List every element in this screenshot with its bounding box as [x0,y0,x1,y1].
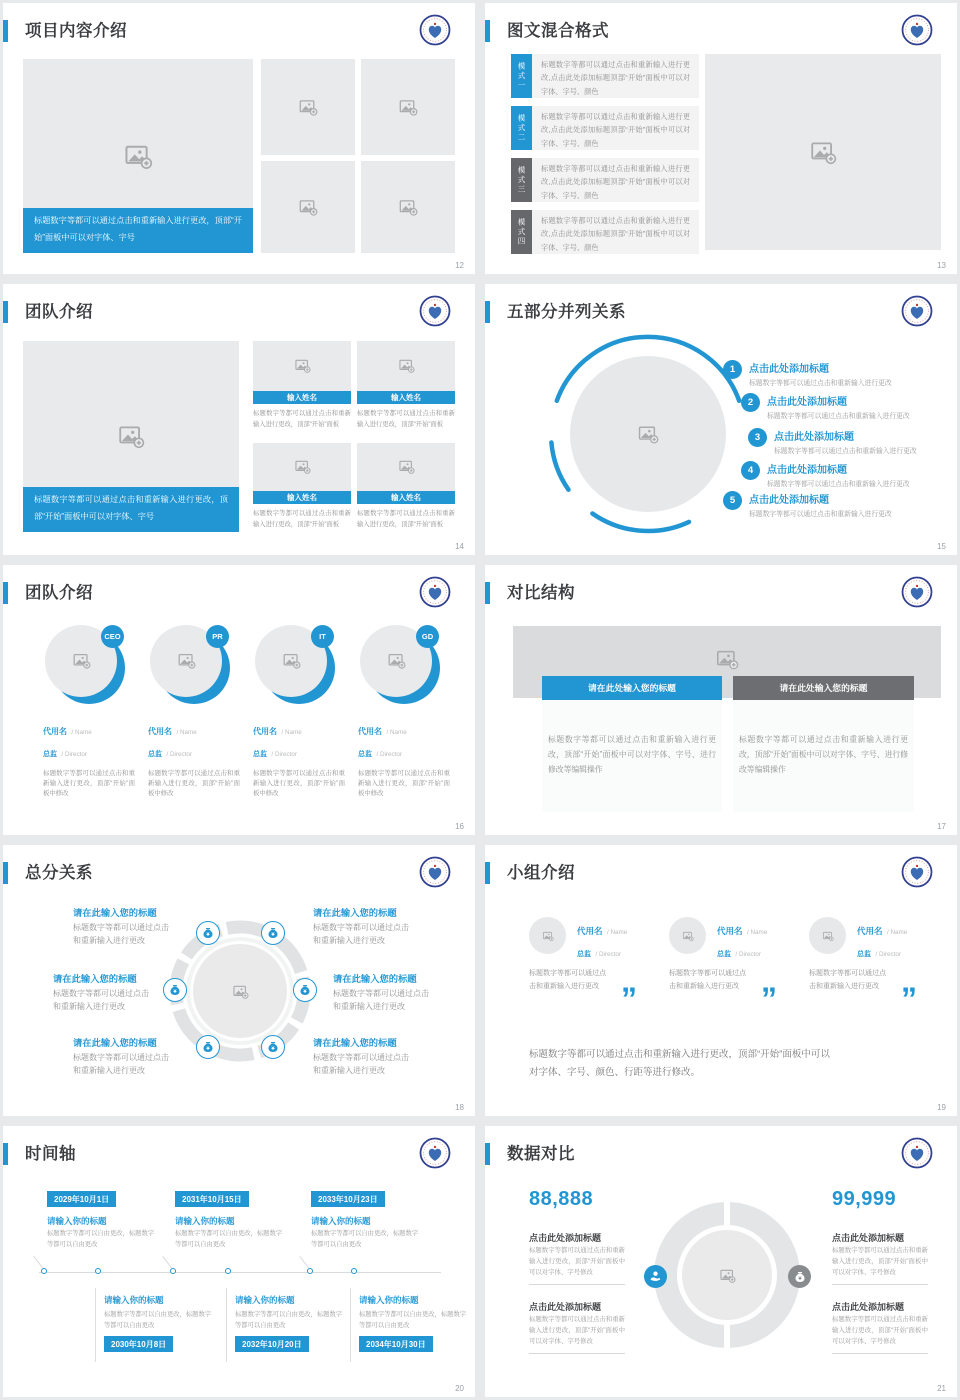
image-placeholder-large [23,341,239,532]
page-number: 21 [937,1383,946,1393]
image-placeholder [677,1225,777,1325]
money-bag-glyph [267,927,279,939]
slide-title: 项目内容介绍 [25,22,127,40]
member-role: 总监 [253,750,267,758]
event-desc: 标题数字等都可以自由更改，标题数字等都可以自由更改 [235,1311,343,1330]
date-badge: 2031年10月15日 [175,1191,249,1207]
event-heading: 请输入你的标题 [311,1216,371,1227]
member-card [357,341,455,431]
divider [832,1284,928,1285]
avatar-placeholder [669,917,706,954]
item-heading: 点击此处添加标题 [774,431,854,443]
stat-desc: 标题数字等都可以通过点击和重新输入进行更改，顶部“开始”面板中可以对字体、字号修改 [529,1247,625,1276]
svg-text:¥: ¥ [303,990,307,996]
divider [529,1353,625,1354]
item-desc: 标题数字等都可以通过点击和重新输入进行更改 [53,989,149,1012]
school-seal-logo-icon [901,576,933,608]
slide-title: 五部分并列关系 [507,302,626,321]
slide-title: 时间轴 [25,1145,76,1164]
footer-text: 标题数字等都可以通过点击和重新输入进行更改，顶部“开始”面板中可以对字体、字号、颜色、行距等进行修改。 [529,1049,830,1078]
title-accent-bar [3,20,8,42]
member-name-en: / Name [176,728,197,736]
member-name-en: / Name [606,929,628,937]
school-seal-logo-icon [419,14,451,46]
page-number: 17 [937,822,946,832]
timeline-dot [41,1268,47,1274]
member-role: 总监 [358,750,372,758]
school-seal-logo-icon [419,856,451,888]
quote-icon: ” [621,981,637,1018]
image-placeholder-tile [261,161,355,253]
member-role: 总监 [148,750,162,758]
slide-title: 对比结构 [507,583,575,602]
image-placeholder-icon [117,422,145,450]
title-accent-bar [3,1143,8,1165]
member-name-en: / Name [386,728,407,736]
image-placeholder-icon [715,647,739,671]
member-desc: 标题数字等都可以通过点击和重新输入进行更改 [529,970,606,991]
divider [529,1284,625,1285]
quote-icon: ” [901,981,917,1018]
number-badge: 3 [748,428,767,447]
stat-desc: 标题数字等都可以通过点击和重新输入进行更改，顶部“开始”面板中可以对字体、字号修改 [832,1247,928,1276]
image-placeholder-icon [294,357,311,374]
slide-title: 总分关系 [25,864,93,883]
money-bag-icon [788,1265,811,1288]
event-heading: 请输入你的标题 [104,1295,164,1306]
slide-21[interactable] [485,1126,957,1397]
school-seal-logo-icon [901,14,933,46]
stat-heading: 点击此处添加标题 [529,1233,602,1244]
member-name-block [577,921,627,961]
image-placeholder-icon [822,930,834,942]
name-bar: 输入姓名 [357,391,455,404]
member-name: 代用名 [253,726,277,736]
connector-line [33,1256,43,1268]
item-desc: 标题数字等都可以通过点击和重新输入进行更改 [313,923,409,946]
image-placeholder-icon [387,651,406,670]
slide-12[interactable] [3,3,475,274]
mode-row [511,210,699,254]
avatar-placeholder [809,917,846,954]
role-badge: GD [416,625,439,648]
member-desc: 标题数字等都可以通过点击和重新输入进行更改，顶部“开始”面板中修改 [148,769,240,797]
split-circle-diagram [654,1202,800,1348]
name-bar: 输入姓名 [253,391,351,404]
slide-title: 数据对比 [507,1145,575,1164]
money-bag-glyph [202,1041,214,1053]
member-role: 总监 [717,951,731,959]
image-placeholder-tile [361,59,455,155]
svg-text:¥: ¥ [271,933,275,939]
petal-item [313,905,413,948]
connector-line [162,1256,172,1268]
divider [832,1353,928,1354]
event-desc: 标题数字等都可以自由更改，标题数字等都可以自由更改 [47,1230,155,1249]
item-desc: 标题数字等都可以通过点击和重新输入进行更改 [749,379,892,387]
stat-desc: 标题数字等都可以通过点击和重新输入进行更改，顶部“开始”面板中可以对字体、字号修改 [529,1316,625,1345]
mode-row [511,54,699,98]
image-placeholder-icon [123,141,153,171]
image-placeholder-icon [719,1267,736,1284]
image-placeholder-icon [232,983,249,1000]
number-badge: 5 [723,491,742,510]
numbered-item [748,428,917,455]
stat-desc: 标题数字等都可以通过点击和重新输入进行更改，顶部“开始”面板中可以对字体、字号修改 [832,1316,928,1345]
event-heading: 请输入你的标题 [175,1216,235,1227]
stat-value: 99,999 [832,1188,897,1211]
date-badge: 2032年10月20日 [235,1336,309,1352]
date-badge: 2034年10月30日 [359,1336,433,1352]
member-name-en: / Name [746,929,768,937]
numbered-item [741,461,910,488]
title-accent-bar [3,582,8,604]
item-heading: 请在此输入您的标题 [313,908,397,919]
svg-text:¥: ¥ [206,1047,210,1053]
image-placeholder-icon [398,357,415,374]
card-text: 标题数字等都可以通过点击和重新输入进行更改，顶部“开始”面板 [357,409,455,429]
item-desc: 标题数字等都可以通过点击和重新输入进行更改 [73,923,169,946]
svg-text:¥: ¥ [173,990,177,996]
timeline-bottom-event [95,1288,212,1362]
event-desc: 标题数字等都可以自由更改，标题数字等都可以自由更改 [311,1230,419,1249]
image-placeholder-tile [261,59,355,155]
mode-text: 标题数字等都可以通过点击和重新输入进行更改,点击此处添加标题顶部“开始”面板中可以对字体、字号、颜色 [532,106,699,150]
event-heading: 请输入你的标题 [47,1216,107,1227]
caption-box: 标题数字等都可以通过点击和重新输入进行更改，顶部“开始”面板中可以对字体、字号 [23,487,239,532]
image-placeholder-icon [72,651,91,670]
school-seal-logo-icon [901,295,933,327]
card-text: 标题数字等都可以通过点击和重新输入进行更改，顶部“开始”面板 [253,509,351,529]
member-name: 代用名 [717,926,743,937]
member-name-en: / Name [886,929,908,937]
image-placeholder-large [23,59,253,253]
image-placeholder-icon [637,423,659,445]
member-role-en: / Director [735,951,761,959]
petal-item [313,1035,413,1078]
event-heading: 请输入你的标题 [235,1295,295,1306]
slide-title: 团队介绍 [25,302,93,321]
image-placeholder [357,341,455,391]
image-placeholder-icon [809,138,837,166]
timeline-dot [170,1268,176,1274]
stat-heading: 点击此处添加标题 [529,1302,602,1313]
page-number: 14 [455,541,464,551]
name-bar: 输入姓名 [357,491,455,504]
svg-text:¥: ¥ [271,1047,275,1053]
member-role-en: / Director [61,750,87,758]
svg-text:¥: ¥ [206,933,210,939]
image-placeholder-icon [294,458,311,475]
member-role: 总监 [857,951,871,959]
member-name-en: / Name [281,728,302,736]
money-bag-glyph [794,1271,806,1283]
page-number: 12 [455,260,464,270]
hand-coin-glyph [649,1270,662,1283]
member-name-block [857,921,907,961]
image-placeholder-icon [177,651,196,670]
slide-14[interactable] [3,284,475,555]
role-badge: PR [206,625,229,648]
page-number: 13 [937,260,946,270]
money-bag-glyph [267,1041,279,1053]
mode-row [511,158,699,202]
role-badge: IT [311,625,334,648]
item-heading: 点击此处添加标题 [749,363,829,375]
member-desc: 标题数字等都可以通过点击和重新输入进行更改，顶部“开始”面板中修改 [43,769,135,797]
item-desc: 标题数字等都可以通过点击和重新输入进行更改 [767,412,910,420]
column-heading: 请在此处输入您的标题 [542,676,722,700]
member-desc: 标题数字等都可以通过点击和重新输入进行更改 [669,970,746,991]
title-accent-bar [485,20,490,42]
mode-tab: 模式二 [511,106,532,150]
page-number: 16 [455,822,464,832]
date-badge: 2030年10月8日 [104,1336,173,1352]
member-card [253,443,351,531]
team-member [253,625,345,799]
money-bag-glyph [169,984,181,996]
event-desc: 标题数字等都可以自由更改，标题数字等都可以自由更改 [104,1311,212,1330]
member-desc: 标题数字等都可以通过点击和重新输入进行更改，顶部“开始”面板中修改 [358,769,450,797]
item-heading: 请在此输入您的标题 [313,1038,397,1049]
mode-text: 标题数字等都可以通过点击和重新输入进行更改,点击此处添加标题顶部“开始”面板中可以对字体、字号、颜色 [532,210,699,254]
member-desc: 标题数字等都可以通过点击和重新输入进行更改 [809,970,886,991]
item-desc: 标题数字等都可以通过点击和重新输入进行更改 [73,1053,169,1076]
member-name: 代用名 [358,726,382,736]
item-heading: 点击此处添加标题 [749,494,829,506]
member-role-en: / Director [376,750,402,758]
card-text: 标题数字等都可以通过点击和重新输入进行更改，顶部“开始”面板 [357,509,455,529]
image-placeholder [357,443,455,491]
mode-text: 标题数字等都可以通过点击和重新输入进行更改,点击此处添加标题顶部“开始”面板中可以对字体、字号、颜色 [532,54,699,98]
petal-item [53,971,153,1014]
member-role-en: / Director [875,951,901,959]
name-bar: 输入姓名 [253,491,351,504]
slide-19[interactable] [485,845,957,1116]
member-role-en: / Director [595,951,621,959]
title-accent-bar [485,1143,490,1165]
school-seal-logo-icon [419,1137,451,1169]
image-placeholder-icon [682,930,694,942]
caption-box: 标题数字等都可以通过点击和重新输入进行更改，顶部“开始”面板中可以对字体、字号 [23,208,253,253]
slide-17[interactable] [485,565,957,836]
timeline-bottom-event [350,1288,467,1362]
mode-tab: 模式一 [511,54,532,98]
numbered-item [741,393,910,420]
image-placeholder-icon [298,197,318,217]
timeline-dot [351,1268,357,1274]
slide-16[interactable] [3,565,475,836]
item-heading: 请在此输入您的标题 [73,908,157,919]
stat-value: 88,888 [529,1188,594,1211]
money-bag-glyph [299,984,311,996]
image-placeholder-tile [361,161,455,253]
svg-text:¥: ¥ [797,1276,802,1282]
event-desc: 标题数字等都可以自由更改，标题数字等都可以自由更改 [359,1311,467,1330]
role-badge: CEO [101,625,124,648]
column-heading: 请在此处输入您的标题 [733,676,914,700]
item-desc: 标题数字等都可以通过点击和重新输入进行更改 [333,989,429,1012]
item-heading: 点击此处添加标题 [767,464,847,476]
member-role-en: / Director [166,750,192,758]
title-accent-bar [3,862,8,884]
column-body: 标题数字等都可以通过点击和重新输入进行更改，顶部“开始”面板中可以对字体、字号、进行修改等编辑操作 [542,700,722,812]
school-seal-logo-icon [901,856,933,888]
event-desc: 标题数字等都可以自由更改，标题数字等都可以自由更改 [175,1230,283,1249]
item-heading: 请在此输入您的标题 [53,974,137,985]
numbered-item [723,360,892,387]
member-name: 代用名 [857,926,883,937]
member-desc: 标题数字等都可以通过点击和重新输入进行更改，顶部“开始”面板中修改 [253,769,345,797]
team-member [43,625,135,799]
school-seal-logo-icon [901,1137,933,1169]
petal-item [73,905,173,948]
image-placeholder-icon [298,97,318,117]
timeline-dot [307,1268,313,1274]
item-heading: 点击此处添加标题 [767,396,847,408]
member-card [253,341,351,431]
number-badge: 2 [741,393,760,412]
petal-item [333,971,433,1014]
item-desc: 标题数字等都可以通过点击和重新输入进行更改 [313,1053,409,1076]
image-placeholder-icon [398,197,418,217]
member-role: 总监 [577,951,591,959]
item-desc: 标题数字等都可以通过点击和重新输入进行更改 [767,480,910,488]
title-accent-bar [485,862,490,884]
member-name: 代用名 [43,726,67,736]
event-heading: 请输入你的标题 [359,1295,419,1306]
timeline-bottom-event [226,1288,343,1362]
item-heading: 请在此输入您的标题 [73,1038,157,1049]
mode-tab: 模式四 [511,210,532,254]
slide-15[interactable] [485,284,957,555]
slide-title: 小组介绍 [507,864,575,883]
item-desc: 标题数字等都可以通过点击和重新输入进行更改 [749,510,892,518]
slide-20[interactable] [3,1126,475,1397]
mode-tab: 模式三 [511,158,532,202]
date-badge: 2029年10月1日 [47,1191,116,1207]
slide-title: 团队介绍 [25,583,93,602]
number-badge: 1 [723,360,742,379]
numbered-item [723,491,892,518]
member-name-en: / Name [71,728,92,736]
money-bag-glyph [202,927,214,939]
member-role: 总监 [43,750,57,758]
card-text: 标题数字等都可以通过点击和重新输入进行更改，顶部“开始”面板 [253,409,351,429]
stat-heading: 点击此处添加标题 [832,1233,905,1244]
member-card [357,443,455,531]
school-seal-logo-icon [419,576,451,608]
member-name: 代用名 [148,726,172,736]
column-body: 标题数字等都可以通过点击和重新输入进行更改，顶部“开始”面板中可以对字体、字号、进行修改等编辑操作 [733,700,914,812]
stat-heading: 点击此处添加标题 [832,1302,905,1313]
page-number: 19 [937,1103,946,1113]
member-role-en: / Director [271,750,297,758]
title-accent-bar [485,582,490,604]
date-badge: 2033年10月23日 [311,1191,385,1207]
image-placeholder [253,341,351,391]
image-placeholder [253,443,351,491]
mode-row [511,106,699,150]
school-seal-logo-icon [419,295,451,327]
image-placeholder-icon [282,651,301,670]
mode-list [511,54,699,262]
team-member [358,625,450,799]
timeline-dot [225,1268,231,1274]
member-name-block [717,921,767,961]
connector-line [299,1256,309,1268]
slide-title: 图文混合格式 [507,22,609,40]
number-badge: 4 [741,461,760,480]
slide-13[interactable] [485,3,957,274]
team-member [148,625,240,799]
image-placeholder-large [705,54,941,250]
page-number: 18 [455,1103,464,1113]
title-accent-bar [3,301,8,323]
page-number: 20 [455,1383,464,1393]
item-heading: 请在此输入您的标题 [333,974,417,985]
slide-18[interactable] [3,845,475,1116]
timeline-dot [95,1268,101,1274]
item-desc: 标题数字等都可以通过点击和重新输入进行更改 [774,447,917,455]
quote-icon: ” [761,981,777,1018]
member-name: 代用名 [577,926,603,937]
image-placeholder-icon [398,458,415,475]
petal-item [73,1035,173,1078]
title-accent-bar [485,301,490,323]
avatar-placeholder [529,917,566,954]
page-number: 15 [937,541,946,551]
image-placeholder-icon [542,930,554,942]
mode-text: 标题数字等都可以通过点击和重新输入进行更改,点击此处添加标题顶部“开始”面板中可以对字体、字号、颜色 [532,158,699,202]
image-placeholder-icon [398,97,418,117]
